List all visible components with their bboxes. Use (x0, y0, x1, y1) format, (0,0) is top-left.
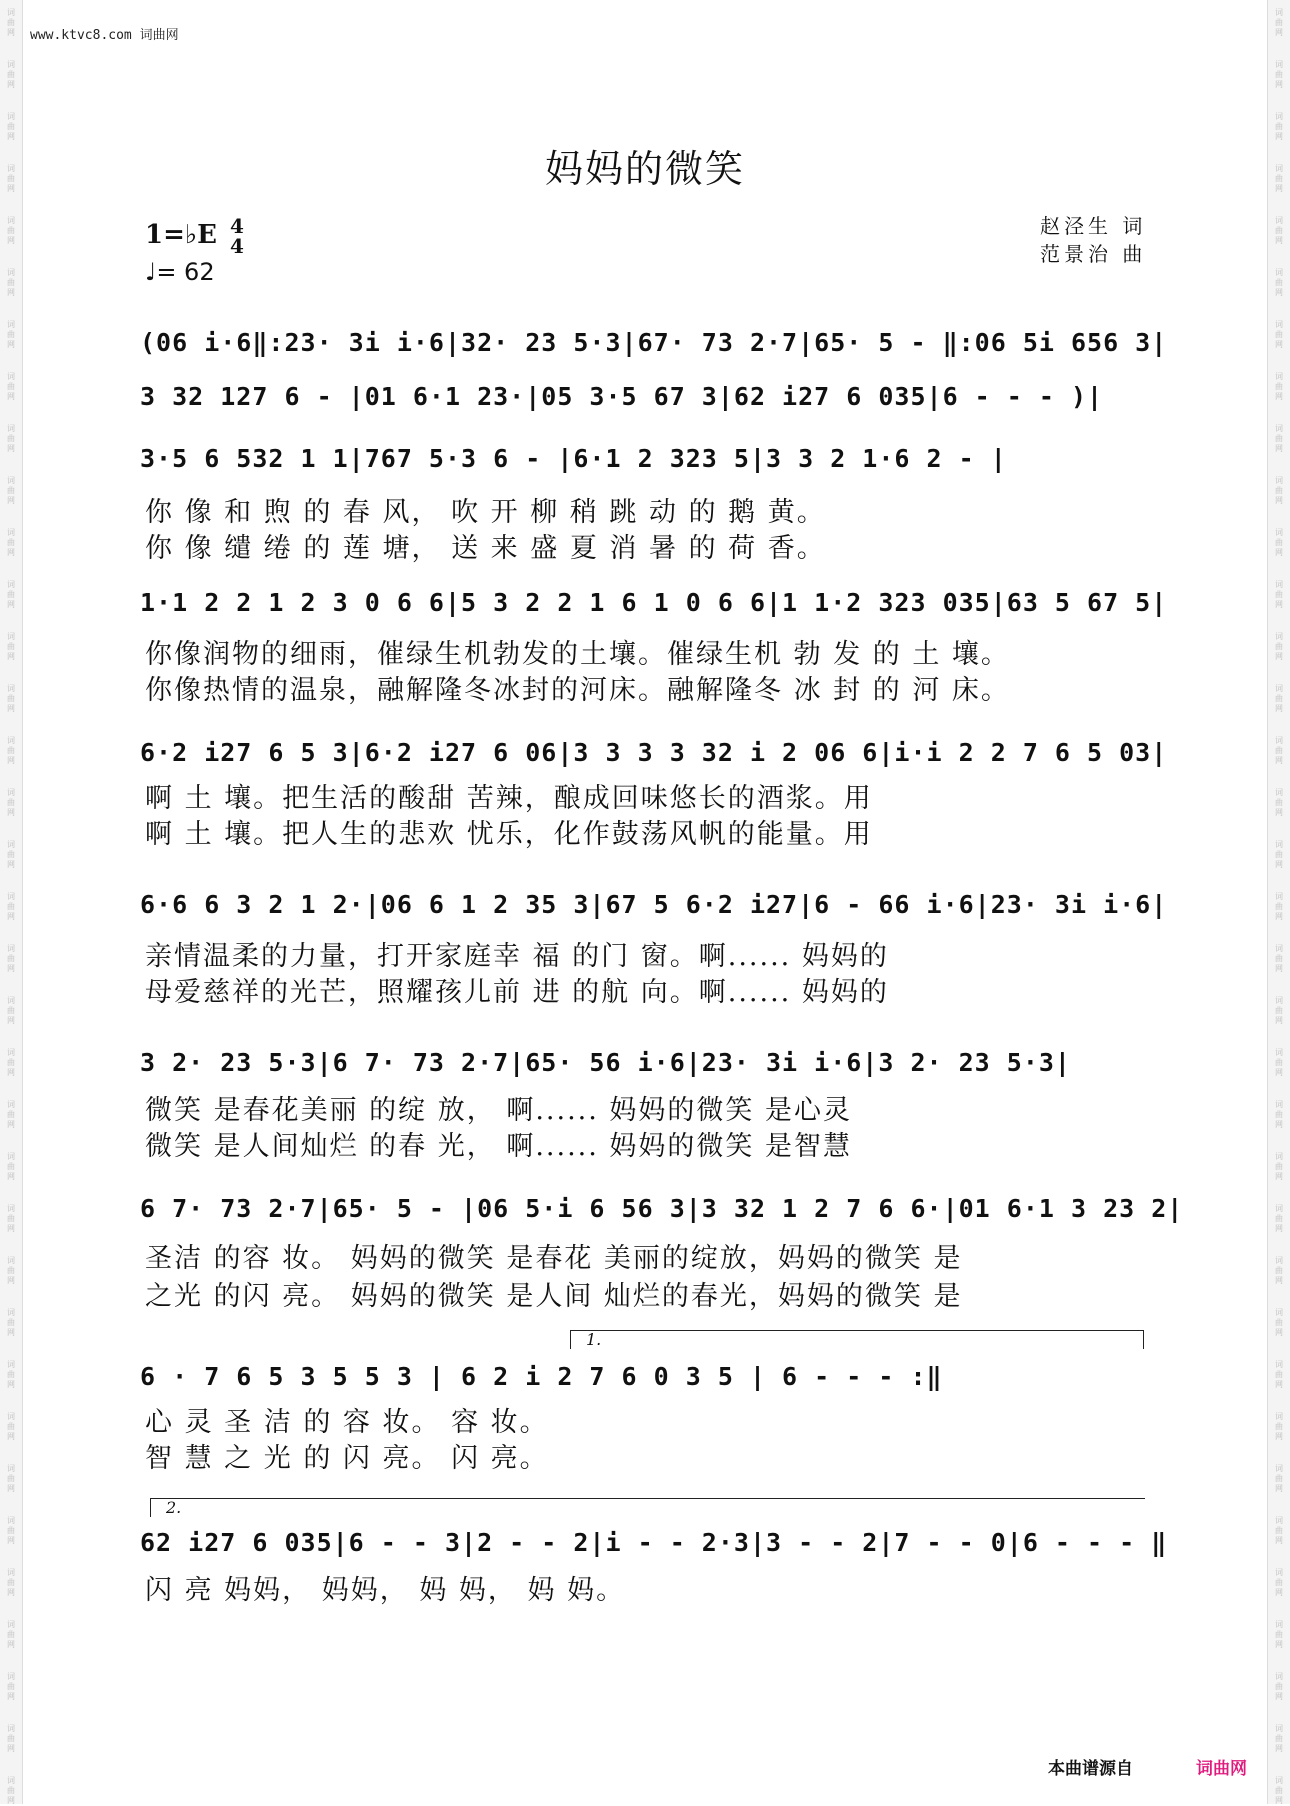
watermark-mark: 词 曲 网 (7, 1412, 15, 1441)
notation-line-3: 3·5 6 532 1 1|767 5·3 6 - |6·1 2 323 5|3 3 2 1·6 2 - | (140, 444, 1007, 473)
watermark-mark: 词 曲 网 (1275, 1360, 1283, 1389)
watermark-mark: 词 曲 网 (7, 1308, 15, 1337)
watermark-mark: 词 曲 网 (7, 944, 15, 973)
watermark-mark: 词 曲 网 (1275, 528, 1283, 557)
watermark-mark: 词 曲 网 (7, 1776, 15, 1805)
watermark-mark: 词 曲 网 (7, 1152, 15, 1181)
notation-line-9: 6 · 7 6 5 3 5 5 3 | 6 2 i 2 7 6 0 3 5 | 6 - - - :‖ (140, 1362, 943, 1391)
watermark-mark: 词 曲 网 (1275, 8, 1283, 37)
volta-1-label: 1. (586, 1330, 602, 1349)
notation-line-7: 3 2· 23 5·3|6 7· 73 2·7|65· 56 i·6|23· 3i i·6|3 2· 23 5·3| (140, 1048, 1071, 1077)
watermark-mark: 词 曲 网 (7, 736, 15, 765)
key-signature: 1=♭E (145, 220, 217, 250)
lyric-line-6a: 亲情温柔的力量，打开家庭幸 福 的门 窗。啊...... 妈妈的 (145, 941, 889, 972)
watermark-mark: 词 曲 网 (7, 1672, 15, 1701)
watermark-mark: 词 曲 网 (7, 1620, 15, 1649)
notation-line-5: 6·2 i27 6 5 3|6·2 i27 6 06|3 3 3 3 32 i 2 06 6|i·i 2 2 7 6 5 03| (140, 738, 1168, 767)
watermark-mark: 词 曲 网 (1275, 892, 1283, 921)
composer-credit: 范景治 曲 (1040, 242, 1147, 266)
watermark-mark: 词 曲 网 (1275, 996, 1283, 1025)
lyricist-credit: 赵泾生 词 (1040, 214, 1147, 238)
notation-line-2: 3 32 127 6 - |01 6·1 23·|05 3·5 67 3|62 i27 6 035|6 - - - )| (140, 382, 1104, 411)
watermark-mark: 词 曲 网 (1275, 1048, 1283, 1077)
watermark-mark: 词 曲 网 (7, 1568, 15, 1597)
watermark-mark: 词 曲 网 (7, 1360, 15, 1389)
watermark-mark: 词 曲 网 (1275, 1204, 1283, 1233)
watermark-mark: 词 曲 网 (7, 164, 15, 193)
lyric-line-9a: 心 灵 圣 洁 的 容 妆。 容 妆。 (145, 1407, 549, 1438)
song-title: 妈妈的微笑 (544, 147, 745, 191)
notation-line-10: 62 i27 6 035|6 - - 3|2 - - 2|i - - 2·3|3 - - 2|7 - - 0|6 - - - ‖ (140, 1528, 1168, 1557)
watermark-mark: 词 曲 网 (7, 1100, 15, 1129)
watermark-mark: 词 曲 网 (1275, 268, 1283, 297)
lyric-line-6b: 母爱慈祥的光芒，照耀孩儿前 进 的航 向。啊...... 妈妈的 (145, 977, 889, 1008)
watermark-mark: 词 曲 网 (1275, 736, 1283, 765)
tempo-mark: ♩= 62 (145, 258, 215, 286)
watermark-mark: 词 曲 网 (1275, 1620, 1283, 1649)
lyric-line-10: 闪 亮 妈妈， 妈妈， 妈 妈， 妈 妈。 (145, 1575, 626, 1606)
watermark-mark: 词 曲 网 (1275, 944, 1283, 973)
lyric-line-7a: 微笑 是春花美丽 的绽 放， 啊...... 妈妈的微笑 是心灵 (145, 1095, 852, 1126)
lyric-line-4b: 你像热情的温泉，融解隆冬冰封的河床。融解隆冬 冰 封 的 河 床。 (145, 675, 1010, 706)
watermark-mark: 词 曲 网 (1275, 60, 1283, 89)
notation-line-6: 6·6 6 3 2 1 2·|06 6 1 2 35 3|67 5 6·2 i27|6 - 66 i·6|23· 3i i·6| (140, 890, 1168, 919)
watermark-mark: 词 曲 网 (1275, 1100, 1283, 1129)
watermark-mark: 词 曲 网 (7, 580, 15, 609)
watermark-mark: 词 曲 网 (1275, 788, 1283, 817)
watermark-mark: 词 曲 网 (7, 1048, 15, 1077)
watermark-mark: 词 曲 网 (7, 320, 15, 349)
watermark-mark: 词 曲 网 (1275, 1568, 1283, 1597)
lyric-line-3b: 你 像 缱 绻 的 莲 塘， 送 来 盛 夏 消 暑 的 荷 香。 (145, 533, 826, 564)
time-signature-top: 4 (230, 214, 244, 238)
lyric-line-3a: 你 像 和 煦 的 春 风， 吹 开 柳 稍 跳 动 的 鹅 黄。 (145, 497, 826, 528)
watermark-mark: 词 曲 网 (7, 216, 15, 245)
watermark-mark: 词 曲 网 (1275, 1776, 1283, 1805)
watermark-mark: 词 曲 网 (7, 840, 15, 869)
watermark-mark: 词 曲 网 (1275, 164, 1283, 193)
watermark-mark: 词 曲 网 (1275, 320, 1283, 349)
notation-line-4: 1·1 2 2 1 2 3 0 6 6|5 3 2 2 1 6 1 0 6 6|1 1·2 323 035|63 5 67 5| (140, 588, 1168, 617)
watermark-mark: 词 曲 网 (7, 60, 15, 89)
site-label: www.ktvc8.com 词曲网 (30, 28, 179, 43)
left-watermark-strip (0, 0, 23, 1804)
watermark-mark: 词 曲 网 (1275, 840, 1283, 869)
volta-bracket-1 (570, 1330, 1144, 1349)
watermark-mark: 词 曲 网 (7, 8, 15, 37)
watermark-mark: 词 曲 网 (7, 996, 15, 1025)
lyric-line-8a: 圣洁 的容 妆。 妈妈的微笑 是春花 美丽的绽放，妈妈的微笑 是 (145, 1243, 963, 1274)
lyric-line-5a: 啊 土 壤。把生活的酸甜 苦辣，酿成回味悠长的酒浆。用 (145, 783, 873, 814)
footer-brand-link[interactable]: 词曲网 (1196, 1759, 1247, 1779)
watermark-mark: 词 曲 网 (7, 1256, 15, 1285)
right-watermark-strip (1267, 0, 1290, 1804)
watermark-mark: 词 曲 网 (7, 268, 15, 297)
watermark-mark: 词 曲 网 (7, 372, 15, 401)
watermark-mark: 词 曲 网 (1275, 580, 1283, 609)
watermark-mark: 词 曲 网 (1275, 1516, 1283, 1545)
watermark-mark: 词 曲 网 (1275, 632, 1283, 661)
watermark-mark: 词 曲 网 (1275, 372, 1283, 401)
watermark-mark: 词 曲 网 (1275, 1412, 1283, 1441)
watermark-mark: 词 曲 网 (7, 1516, 15, 1545)
time-signature-bottom: 4 (230, 234, 244, 258)
watermark-mark: 词 曲 网 (7, 632, 15, 661)
volta-2-label: 2. (166, 1498, 182, 1517)
lyric-line-5b: 啊 土 壤。把人生的悲欢 忧乐，化作鼓荡风帆的能量。用 (145, 819, 873, 850)
watermark-mark: 词 曲 网 (7, 424, 15, 453)
watermark-mark: 词 曲 网 (1275, 684, 1283, 713)
watermark-mark: 词 曲 网 (1275, 1724, 1283, 1753)
time-signature (230, 216, 244, 256)
watermark-mark: 词 曲 网 (1275, 424, 1283, 453)
watermark-mark: 词 曲 网 (7, 476, 15, 505)
watermark-mark: 词 曲 网 (7, 684, 15, 713)
notation-line-1: (06 i·6‖:23· 3i i·6|32· 23 5·3|67· 73 2·7|65· 5 - ‖:06 5i 656 3| (140, 328, 1168, 357)
watermark-mark: 词 曲 网 (1275, 1152, 1283, 1181)
watermark-mark: 词 曲 网 (7, 1204, 15, 1233)
watermark-mark: 词 曲 网 (7, 1724, 15, 1753)
lyric-line-7b: 微笑 是人间灿烂 的春 光， 啊...... 妈妈的微笑 是智慧 (145, 1131, 852, 1162)
watermark-mark: 词 曲 网 (1275, 216, 1283, 245)
watermark-mark: 词 曲 网 (7, 112, 15, 141)
footer-source-label: 本曲谱源自 (1048, 1759, 1133, 1779)
volta-bracket-2 (150, 1498, 1145, 1517)
watermark-mark: 词 曲 网 (7, 528, 15, 557)
notation-line-8: 6 7· 73 2·7|65· 5 - |06 5·i 6 56 3|3 32 1 2 7 6 6·|01 6·1 3 23 2| (140, 1194, 1184, 1223)
watermark-mark: 词 曲 网 (7, 1464, 15, 1493)
lyric-line-4a: 你像润物的细雨，催绿生机勃发的土壤。催绿生机 勃 发 的 土 壤。 (145, 639, 1010, 670)
lyric-line-9b: 智 慧 之 光 的 闪 亮。 闪 亮。 (145, 1443, 549, 1474)
watermark-mark: 词 曲 网 (1275, 1672, 1283, 1701)
watermark-mark: 词 曲 网 (7, 892, 15, 921)
watermark-mark: 词 曲 网 (7, 788, 15, 817)
watermark-mark: 词 曲 网 (1275, 1464, 1283, 1493)
watermark-mark: 词 曲 网 (1275, 1308, 1283, 1337)
lyric-line-8b: 之光 的闪 亮。 妈妈的微笑 是人间 灿烂的春光，妈妈的微笑 是 (145, 1281, 963, 1312)
watermark-mark: 词 曲 网 (1275, 476, 1283, 505)
watermark-mark: 词 曲 网 (1275, 1256, 1283, 1285)
watermark-mark: 词 曲 网 (1275, 112, 1283, 141)
